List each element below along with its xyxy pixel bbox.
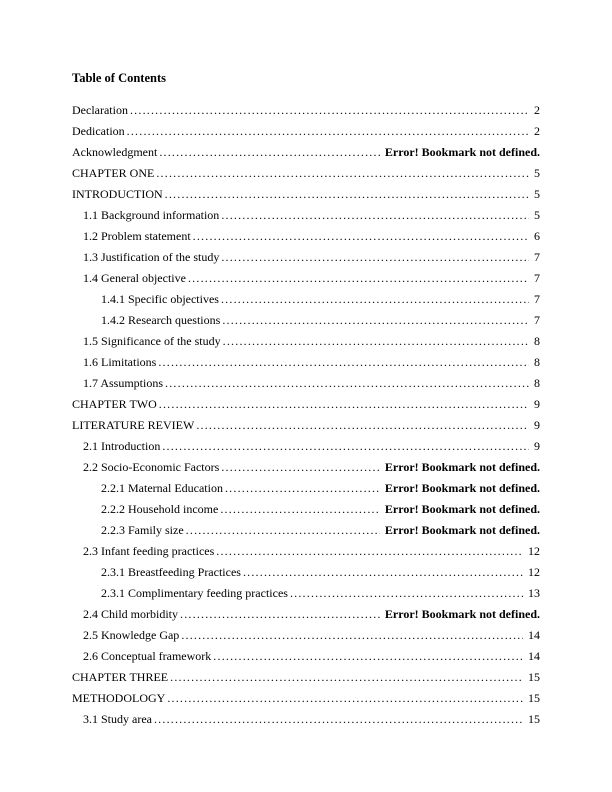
toc-entry[interactable] — [72, 121, 540, 142]
toc-entry-label: 1.6 Limitations — [83, 355, 157, 369]
toc-dot-leader — [167, 688, 523, 709]
toc-list — [72, 100, 540, 730]
toc-entry[interactable] — [72, 289, 540, 310]
toc-page-number: 7 — [534, 271, 540, 285]
toc-dot-leader — [223, 331, 529, 352]
toc-page-number: 15 — [528, 691, 540, 705]
toc-page-number: 2 — [534, 103, 540, 117]
toc-dot-leader — [130, 100, 529, 121]
toc-entry-label: 1.3 Justification of the study — [83, 250, 220, 264]
toc-entry[interactable] — [72, 646, 540, 667]
toc-dot-leader — [159, 394, 529, 415]
toc-entry[interactable] — [72, 604, 540, 625]
toc-page-number: 8 — [534, 355, 540, 369]
toc-entry[interactable] — [72, 583, 540, 604]
toc-dot-leader — [213, 646, 523, 667]
toc-entry[interactable] — [72, 667, 540, 688]
toc-page-number: 7 — [534, 250, 540, 264]
toc-entry[interactable] — [72, 331, 540, 352]
toc-entry[interactable] — [72, 478, 540, 499]
toc-entry-label: 2.2.1 Maternal Education — [101, 481, 223, 495]
toc-entry-label: 1.4.2 Research questions — [101, 313, 221, 327]
toc-entry-label: Dedication — [72, 124, 125, 138]
toc-entry[interactable] — [72, 268, 540, 289]
toc-entry[interactable] — [72, 520, 540, 541]
toc-entry-label: CHAPTER ONE — [72, 166, 155, 180]
toc-page-number: 13 — [528, 586, 540, 600]
toc-page-number: Error! Bookmark not defined. — [384, 502, 540, 516]
toc-entry-label: Declaration — [72, 103, 128, 117]
toc-page-number: 5 — [534, 187, 540, 201]
toc-dot-leader — [221, 205, 529, 226]
toc-page-number: 8 — [534, 334, 540, 348]
toc-entry-label: 2.3.1 Complimentary feeding practices — [101, 586, 288, 600]
toc-dot-leader — [154, 709, 523, 730]
toc-entry[interactable] — [72, 184, 540, 205]
toc-entry-label: 2.2.3 Family size — [101, 523, 184, 537]
toc-entry[interactable] — [72, 436, 540, 457]
toc-dot-leader — [159, 142, 380, 163]
toc-dot-leader — [243, 562, 523, 583]
toc-entry-label: 1.7 Assumptions — [83, 376, 164, 390]
toc-page-number: Error! Bookmark not defined. — [384, 523, 540, 537]
toc-entry[interactable] — [72, 499, 540, 520]
toc-page-number: 5 — [534, 208, 540, 222]
toc-page-number: 7 — [534, 313, 540, 327]
toc-entry-label: CHAPTER TWO — [72, 397, 157, 411]
toc-dot-leader — [221, 289, 529, 310]
toc-dot-leader — [170, 667, 523, 688]
toc-dot-leader — [196, 415, 529, 436]
toc-entry[interactable] — [72, 688, 540, 709]
toc-page-number: 7 — [534, 292, 540, 306]
toc-entry-label: 2.3 Infant feeding practices — [83, 544, 215, 558]
toc-dot-leader — [165, 373, 529, 394]
toc-page-number: 6 — [534, 229, 540, 243]
toc-entry-label: LITERATURE REVIEW — [72, 418, 195, 432]
toc-entry-label: 2.3.1 Breastfeeding Practices — [101, 565, 241, 579]
toc-entry[interactable] — [72, 541, 540, 562]
toc-entry-label: CHAPTER THREE — [72, 670, 169, 684]
toc-page-number: 8 — [534, 376, 540, 390]
toc-dot-leader — [222, 310, 529, 331]
toc-page-number: 15 — [528, 712, 540, 726]
toc-page-number: 9 — [534, 439, 540, 453]
toc-entry-label: 1.4 General objective — [83, 271, 186, 285]
toc-page-number: 14 — [528, 628, 540, 642]
toc-entry[interactable] — [72, 373, 540, 394]
toc-entry[interactable] — [72, 562, 540, 583]
toc-page-number: 5 — [534, 166, 540, 180]
toc-entry[interactable] — [72, 394, 540, 415]
toc-entry-label: 2.2 Socio-Economic Factors — [83, 460, 220, 474]
toc-entry-label: 1.4.1 Specific objectives — [101, 292, 219, 306]
toc-page-number: 12 — [528, 544, 540, 558]
toc-entry[interactable] — [72, 163, 540, 184]
toc-entry-label: INTRODUCTION — [72, 187, 163, 201]
toc-dot-leader — [165, 184, 529, 205]
toc-dot-leader — [220, 499, 380, 520]
toc-title: Table of Contents — [72, 71, 166, 85]
toc-dot-leader — [158, 352, 529, 373]
toc-entry[interactable] — [72, 226, 540, 247]
toc-dot-leader — [216, 541, 523, 562]
toc-page-number: 14 — [528, 649, 540, 663]
toc-entry[interactable] — [72, 415, 540, 436]
toc-page-number: 15 — [528, 670, 540, 684]
toc-entry[interactable] — [72, 247, 540, 268]
toc-entry-label: METHODOLOGY — [72, 691, 166, 705]
toc-entry[interactable] — [72, 310, 540, 331]
toc-page-number: 9 — [534, 418, 540, 432]
toc-entry-label: 2.1 Introduction — [83, 439, 161, 453]
toc-entry-label: 2.2.2 Household income — [101, 502, 219, 516]
toc-page-number: 2 — [534, 124, 540, 138]
toc-entry[interactable] — [72, 205, 540, 226]
toc-page-number: Error! Bookmark not defined. — [384, 145, 540, 159]
toc-page-number: 12 — [528, 565, 540, 579]
toc-dot-leader — [156, 163, 529, 184]
toc-dot-leader — [290, 583, 523, 604]
toc-entry[interactable] — [72, 709, 540, 730]
toc-dot-leader — [180, 604, 380, 625]
toc-entry[interactable] — [72, 625, 540, 646]
toc-entry-label: 2.6 Conceptual framework — [83, 649, 212, 663]
toc-page-number: Error! Bookmark not defined. — [384, 481, 540, 495]
toc-entry-label: 2.5 Knowledge Gap — [83, 628, 180, 642]
toc-dot-leader — [181, 625, 523, 646]
toc-dot-leader — [221, 457, 380, 478]
toc-entry-label: 1.5 Significance of the study — [83, 334, 221, 348]
toc-entry[interactable] — [72, 352, 540, 373]
toc-dot-leader — [225, 478, 380, 499]
toc-dot-leader — [193, 226, 529, 247]
toc-entry-label: 2.4 Child morbidity — [83, 607, 179, 621]
toc-dot-leader — [162, 436, 529, 457]
toc-dot-leader — [221, 247, 529, 268]
toc-dot-leader — [188, 268, 529, 289]
toc-dot-leader — [127, 121, 529, 142]
toc-entry-label: 1.2 Problem statement — [83, 229, 191, 243]
toc-entry[interactable] — [72, 100, 540, 121]
toc-page-number: Error! Bookmark not defined. — [384, 460, 540, 474]
toc-dot-leader — [186, 520, 380, 541]
toc-entry[interactable] — [72, 457, 540, 478]
toc-entry-label: Acknowledgment — [72, 145, 158, 159]
toc-page-number: 9 — [534, 397, 540, 411]
toc-entry-label: 1.1 Background information — [83, 208, 220, 222]
toc-entry[interactable] — [72, 142, 540, 163]
toc-page-number: Error! Bookmark not defined. — [384, 607, 540, 621]
toc-entry-label: 3.1 Study area — [83, 712, 152, 726]
